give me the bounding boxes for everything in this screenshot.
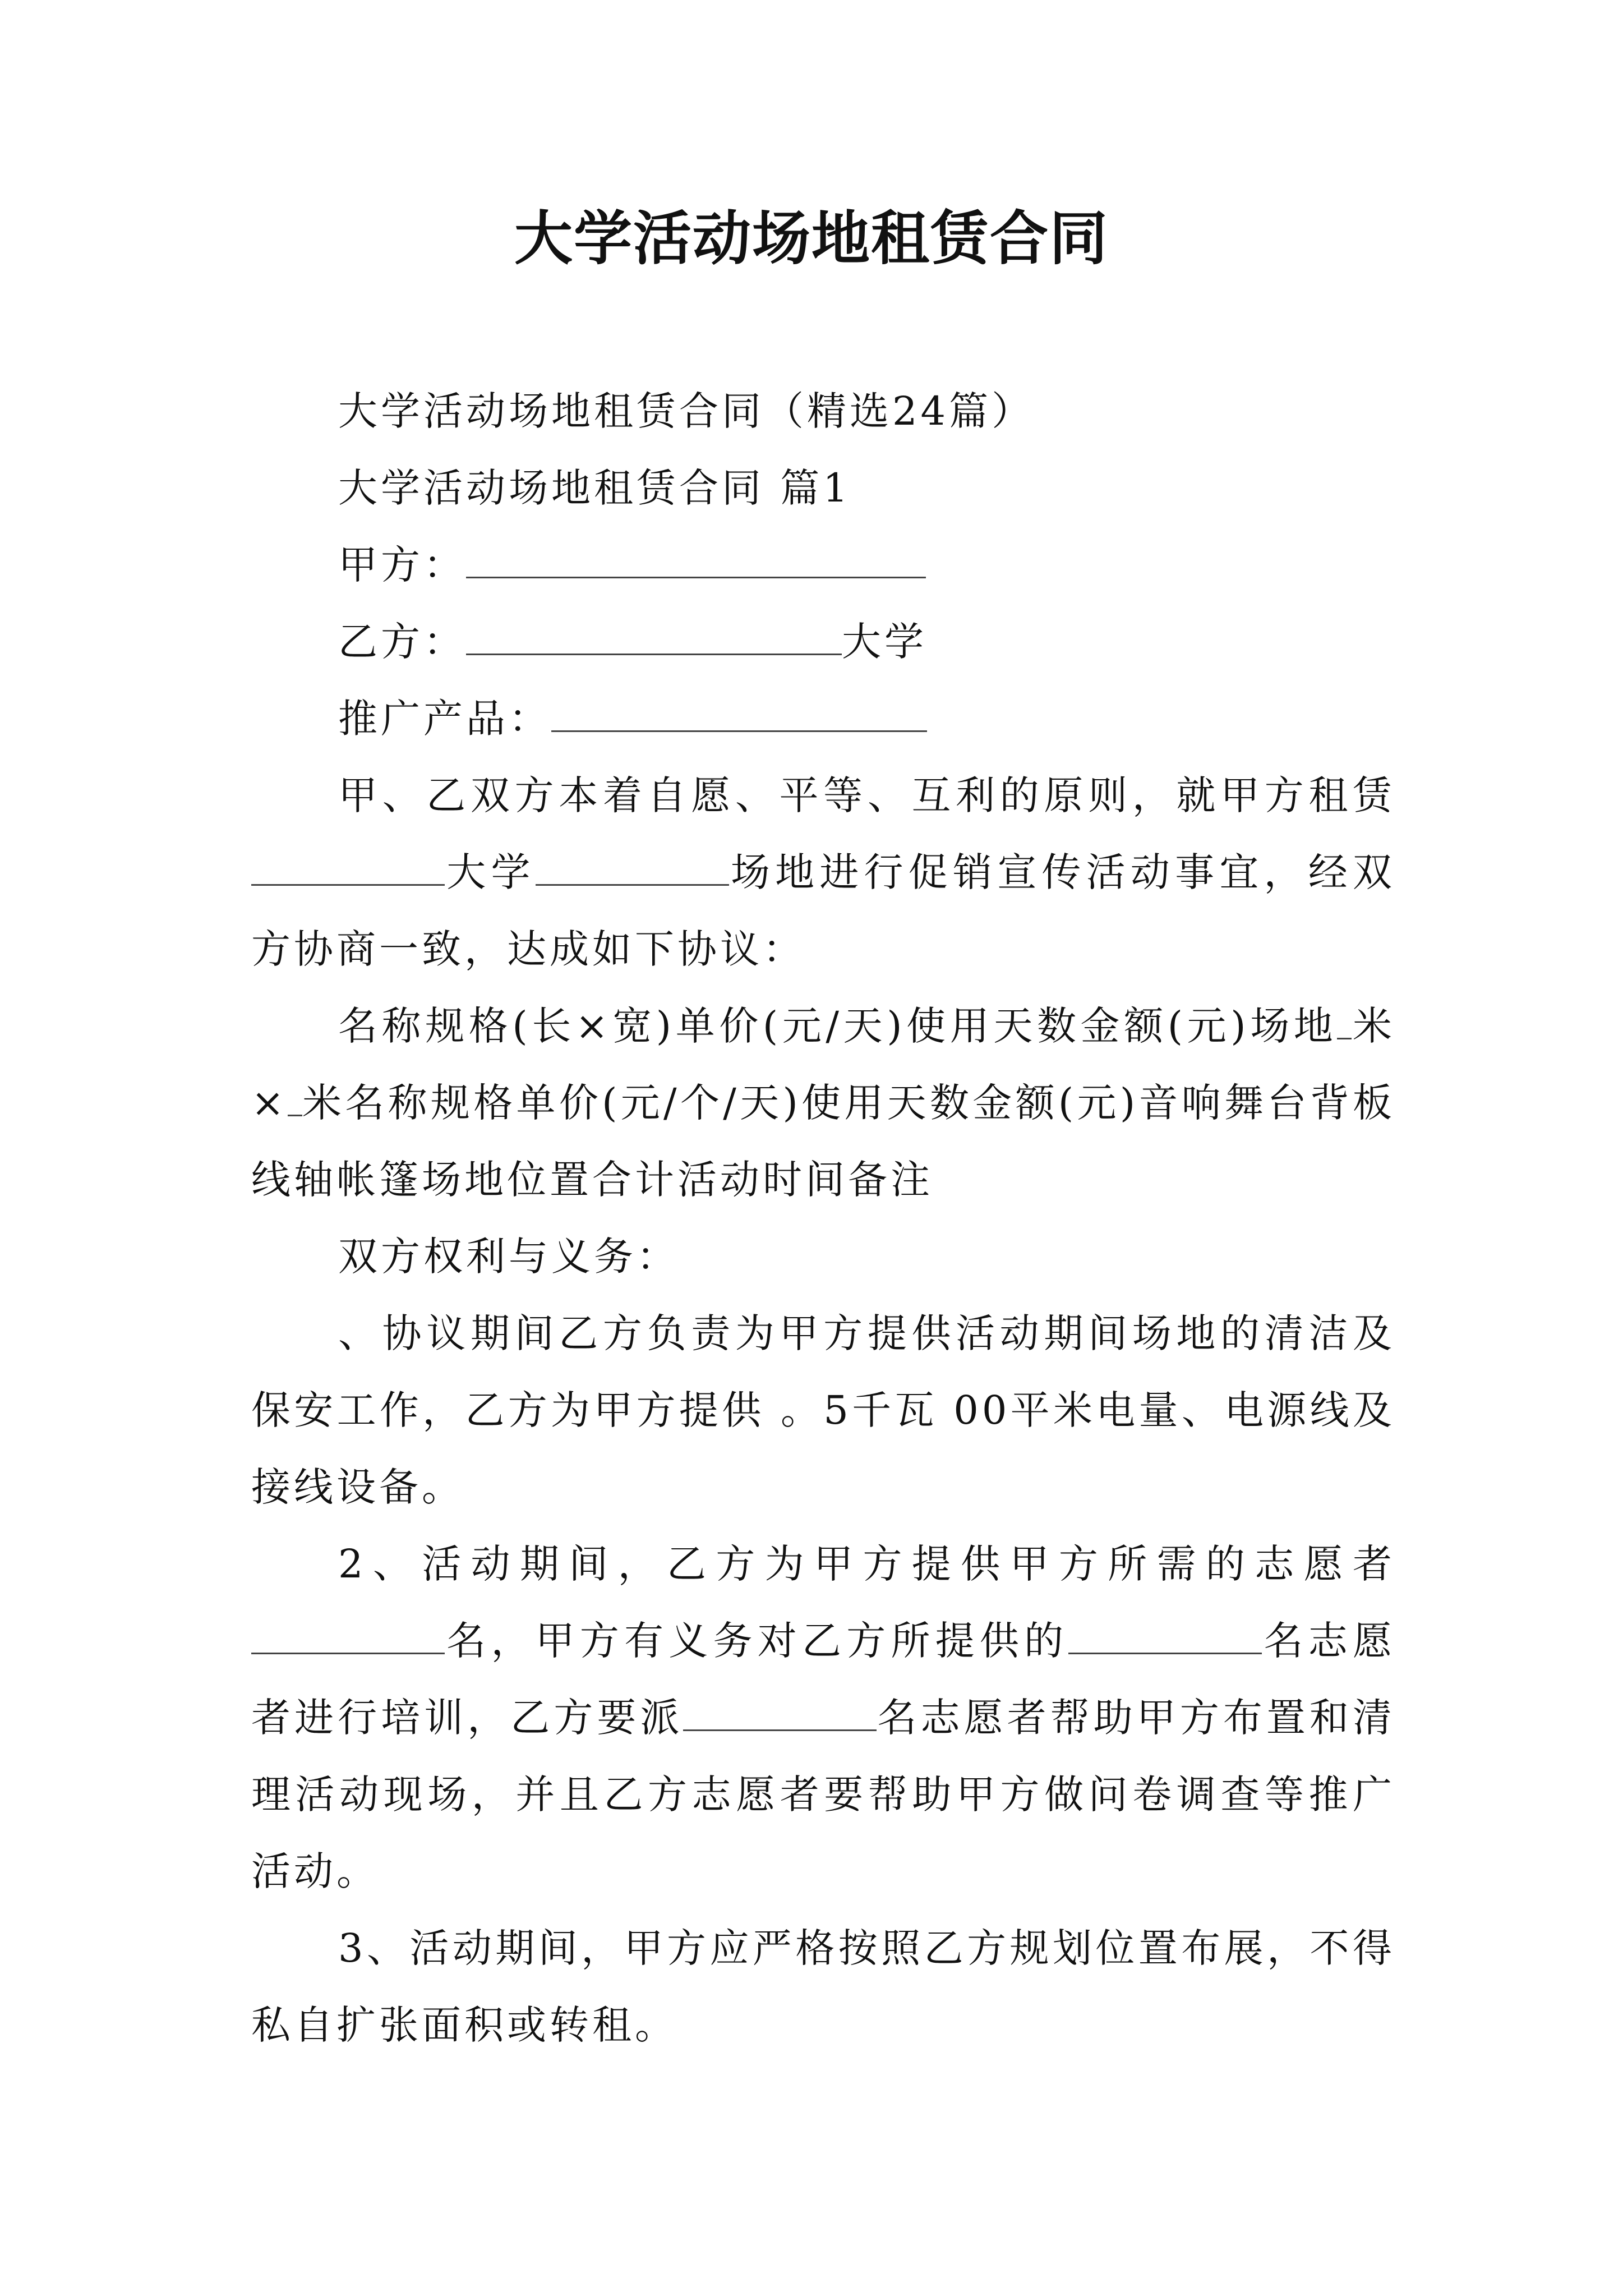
document-title: 大学活动场地租赁合同 xyxy=(514,204,1109,273)
clause2-blank-3 xyxy=(683,1695,877,1731)
table-paragraph: 名称规格(长×宽)单价(元/天)使用天数金额(元)场地 米× 米名称规格单价(元/个/天)使用天数金额(元)音响舞台背板线轴帐篷场地位置合计活动时间备注 xyxy=(251,1003,1396,1203)
clause2-blank-2 xyxy=(1068,1618,1262,1654)
table-blank-2 xyxy=(288,1080,302,1116)
party-b-line: 乙方： 大学 xyxy=(338,619,927,665)
document-body xyxy=(251,373,1395,2064)
table-blank-1 xyxy=(1337,1003,1352,1039)
clause-1: 、协议期间乙方负责为甲方提供活动期间场地的清洁及保安工作，乙方为甲方提供 。5千瓦 00平米电量、电源线及接线设备。 xyxy=(251,1310,1395,1510)
product-blank xyxy=(551,696,927,732)
product-line: 推广产品： xyxy=(251,680,1395,757)
party-a-blank xyxy=(466,542,926,578)
intro-blank-2 xyxy=(536,849,729,886)
party-a-line: 甲方： xyxy=(251,527,1395,604)
section-title: 大学活动场地租赁合同 篇1 xyxy=(338,465,851,511)
collection-title: 大学活动场地租赁合同（精选24篇） xyxy=(338,388,1035,434)
rights-heading: 双方权利与义务： xyxy=(338,1234,679,1280)
clause-3: 3、活动期间，甲方应严格按照乙方规划位置布展，不得私自扩张面积或转租。 xyxy=(251,1925,1395,2048)
clause2-blank-1 xyxy=(251,1618,445,1654)
intro-paragraph: 甲、乙双方本着自愿、平等、互利的原则，就甲方租赁大学 场地进行促销宣传活动事宜，经双方协商一致，达成如下协议： xyxy=(251,772,1396,972)
clause-2: 2、活动期间，乙方为甲方提供甲方所需的志愿者名，甲方有义务对乙方所提供的 名志愿者进行培训，乙方要派 名志愿者帮助甲方布置和清理活动现场，并且乙方志愿者要帮助甲方做问卷调查等推广活动。 xyxy=(251,1541,1396,1894)
party-b-blank xyxy=(466,619,842,655)
intro-blank-1 xyxy=(251,849,445,886)
